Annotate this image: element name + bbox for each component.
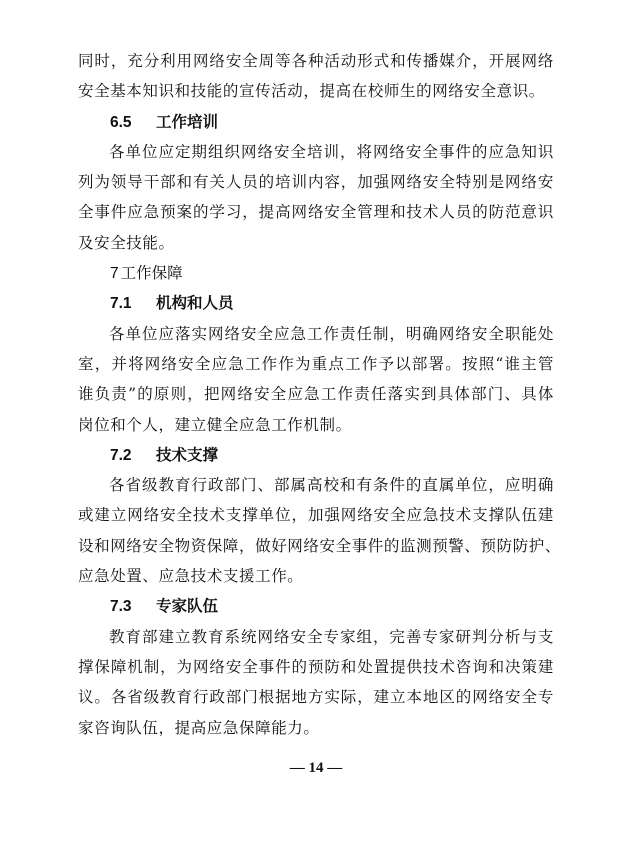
paragraph-line: 列为领导干部和有关人员的培训内容，加强网络安全特别是网络安 — [78, 173, 554, 192]
section-heading-7-2 — [78, 440, 554, 470]
paragraph-line: 安全基本知识和技能的宣传活动，提高在校师生的网络安全意识。 — [78, 82, 545, 101]
paragraph-line: 谁负责”的原则，把网络安全应急工作责任落实到具体部门、具体 — [78, 385, 554, 404]
paragraph-line: 各单位应落实网络安全应急工作责任制，明确网络安全职能处 — [109, 324, 554, 343]
paragraph-line: 及安全技能。 — [78, 233, 175, 252]
paragraph-line: 撑保障机制，为网络安全事件的预防和处置提供技术咨询和决策建 — [78, 657, 554, 676]
chapter-number: 7 — [110, 265, 119, 283]
paragraph-line: 设和网络安全物资保障，做好网络安全事件的监测预警、预防防护、 — [78, 536, 562, 555]
section-number: 6.5 — [110, 113, 132, 131]
paragraph-line: 同时，充分利用网络安全周等各种活动形式和传播媒介，开展网络 — [78, 52, 554, 70]
chapter-heading-7 — [78, 258, 554, 288]
section-heading-7-3 — [78, 591, 554, 621]
section-title: 专家队伍 — [156, 596, 219, 616]
page-number: — 14 — — [289, 760, 343, 776]
paragraph-line: 各省级教育行政部门、部属高校和有条件的直属单位，应明确 — [109, 476, 554, 495]
paragraph-line: 各单位应定期组织网络安全培训，将网络安全事件的应急知识 — [109, 142, 554, 161]
section-heading-7-1 — [78, 288, 554, 318]
document-page — [78, 46, 562, 743]
paragraph-line: 或建立网络安全技术支撑单位，加强网络安全应急技术支撑队伍建 — [78, 506, 554, 525]
section-title: 机构和人员 — [156, 293, 234, 313]
paragraph-line: 教育部建立教育系统网络安全专家组，完善专家研判分析与支 — [109, 627, 554, 646]
section-title: 工作培训 — [156, 111, 219, 131]
paragraph-line: 室，并将网络安全应急工作作为重点工作予以部署。按照“谁主管 — [78, 354, 554, 373]
paragraph-line: 岗位和个人，建立健全应急工作机制。 — [78, 415, 352, 434]
chapter-title: 工作保障 — [120, 264, 183, 283]
paragraph-line: 全事件应急预案的学习，提高网络安全管理和技术人员的防范意识 — [78, 203, 554, 222]
section-heading-6-5 — [78, 107, 554, 137]
section-number: 7.1 — [110, 295, 132, 313]
paragraph-line: 议。各省级教育行政部门根据地方实际，建立本地区的网络安全专 — [78, 688, 554, 707]
section-number: 7.3 — [110, 598, 132, 616]
paragraph-line: 家咨询队伍，提高应急保障能力。 — [78, 718, 320, 737]
section-title: 技术支撑 — [156, 444, 219, 464]
section-number: 7.2 — [110, 446, 132, 464]
paragraph-line: 应急处置、应急技术支援工作。 — [78, 567, 304, 586]
